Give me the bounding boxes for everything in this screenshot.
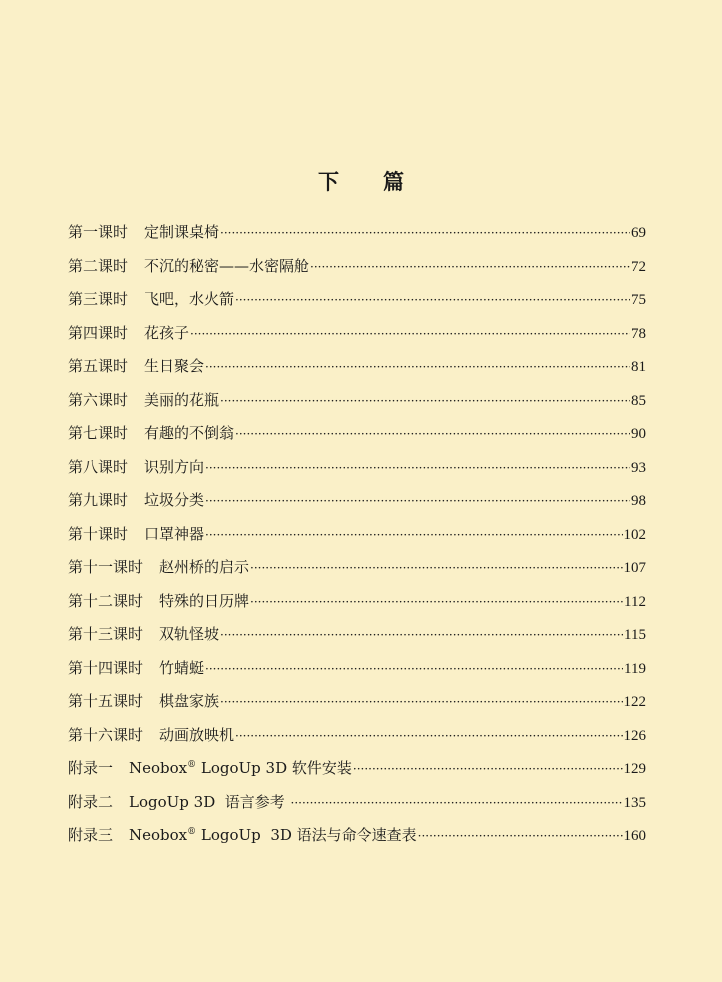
page-number: 72 bbox=[631, 258, 646, 275]
toc-entry[interactable] bbox=[68, 520, 646, 554]
page-number: 115 bbox=[624, 627, 646, 643]
lesson-label: 第一课时 bbox=[68, 223, 129, 241]
appendix-name: Neobox® LogoUp 3D 软件安装 bbox=[129, 759, 352, 777]
toc-entry[interactable] bbox=[68, 654, 646, 688]
lesson-label: 第六课时 bbox=[68, 390, 129, 409]
toc-appendix-entry[interactable] bbox=[68, 821, 646, 855]
leader-dots bbox=[235, 285, 630, 314]
toc-appendix-entry[interactable] bbox=[68, 754, 646, 788]
lesson-name: 竹蜻蜓 bbox=[159, 658, 205, 677]
toc-entry[interactable] bbox=[68, 620, 646, 654]
page-number: 81 bbox=[631, 359, 646, 375]
leader-dots bbox=[235, 721, 622, 750]
page-number: 112 bbox=[624, 593, 646, 610]
page-number: 102 bbox=[623, 526, 646, 543]
lesson-label: 第二课时 bbox=[68, 256, 129, 275]
page-number: 129 bbox=[623, 761, 646, 777]
registered-mark: ® bbox=[187, 760, 197, 770]
lesson-name: 垃圾分类 bbox=[144, 491, 205, 509]
appendix-name: Neobox® LogoUp 3D 语法与命令速查表 bbox=[129, 826, 417, 844]
page-number: 122 bbox=[623, 694, 646, 710]
lesson-label: 第十五课时 bbox=[68, 692, 144, 710]
toc-entry[interactable] bbox=[68, 687, 646, 721]
lesson-name: 美丽的花瓶 bbox=[144, 390, 220, 409]
lesson-label: 第五课时 bbox=[68, 357, 129, 375]
toc-entry[interactable] bbox=[68, 386, 646, 420]
leader-dots bbox=[220, 687, 622, 716]
leader-dots bbox=[291, 788, 623, 817]
page-number: 119 bbox=[624, 660, 646, 677]
leader-dots bbox=[190, 319, 630, 348]
table-of-contents bbox=[68, 218, 646, 855]
leader-dots bbox=[235, 419, 630, 448]
appendix-label: 附录一 bbox=[68, 759, 114, 777]
page-number: 135 bbox=[623, 794, 646, 811]
toc-entry[interactable] bbox=[68, 285, 646, 319]
leader-dots bbox=[250, 587, 623, 616]
lesson-name: 口罩神器 bbox=[144, 524, 205, 543]
page-number: 98 bbox=[631, 493, 646, 509]
lesson-label: 第十六课时 bbox=[68, 725, 144, 744]
lesson-name: 识别方向 bbox=[144, 457, 205, 476]
section-title bbox=[0, 166, 722, 196]
lesson-name: 花孩子 bbox=[144, 323, 190, 342]
toc-entry[interactable] bbox=[68, 587, 646, 621]
toc-entry[interactable] bbox=[68, 453, 646, 487]
lesson-name: 有趣的不倒翁 bbox=[144, 424, 235, 442]
page-number: 90 bbox=[631, 426, 646, 442]
leader-dots bbox=[205, 654, 623, 683]
toc-entry[interactable] bbox=[68, 721, 646, 755]
lesson-name: 飞吧，水火箭 bbox=[144, 290, 235, 308]
toc-entry[interactable] bbox=[68, 419, 646, 453]
toc-entry[interactable] bbox=[68, 486, 646, 520]
registered-mark: ® bbox=[187, 827, 197, 837]
lesson-name: 特殊的日历牌 bbox=[159, 591, 250, 610]
page-number: 69 bbox=[631, 225, 646, 241]
leader-dots bbox=[205, 520, 622, 549]
leader-dots bbox=[220, 218, 630, 247]
lesson-name: 棋盘家族 bbox=[159, 692, 220, 710]
section-title-left: 下 bbox=[318, 169, 339, 194]
appendix-label: 附录三 bbox=[68, 826, 114, 844]
page-number: 93 bbox=[631, 459, 646, 476]
lesson-label: 第十二课时 bbox=[68, 591, 144, 610]
lesson-label: 第四课时 bbox=[68, 323, 129, 342]
appendix-label: 附录二 bbox=[68, 792, 114, 811]
lesson-label: 第十一课时 bbox=[68, 558, 144, 576]
leader-dots bbox=[205, 352, 630, 381]
leader-dots bbox=[353, 754, 623, 783]
toc-entry[interactable] bbox=[68, 252, 646, 286]
page-number: 107 bbox=[623, 560, 646, 576]
lesson-name: 生日聚会 bbox=[144, 357, 205, 375]
leader-dots bbox=[205, 486, 630, 515]
lesson-name: 双轨怪坡 bbox=[159, 625, 220, 643]
leader-dots bbox=[310, 252, 630, 281]
lesson-name: 不沉的秘密——水密隔舱 bbox=[144, 256, 310, 275]
leader-dots bbox=[418, 821, 623, 850]
lesson-label: 第十四课时 bbox=[68, 658, 144, 677]
leader-dots bbox=[220, 620, 623, 649]
lesson-name: 定制课桌椅 bbox=[144, 223, 220, 241]
toc-entry[interactable] bbox=[68, 553, 646, 587]
lesson-label: 第十课时 bbox=[68, 524, 129, 543]
toc-appendix-entry[interactable] bbox=[68, 788, 646, 822]
page-number: 126 bbox=[623, 727, 646, 744]
leader-dots bbox=[205, 453, 630, 482]
lesson-label: 第七课时 bbox=[68, 424, 129, 442]
toc-entry[interactable] bbox=[68, 319, 646, 353]
leader-dots bbox=[250, 553, 622, 582]
page-number: 75 bbox=[631, 292, 646, 308]
page-number: 78 bbox=[631, 325, 646, 342]
leader-dots bbox=[220, 386, 630, 415]
page-number: 85 bbox=[631, 392, 646, 409]
section-title-right: 篇 bbox=[383, 169, 404, 194]
appendix-name: LogoUp 3D 语言参考 bbox=[129, 792, 290, 811]
lesson-name: 动画放映机 bbox=[159, 725, 235, 744]
lesson-name: 赵州桥的启示 bbox=[159, 558, 250, 576]
lesson-label: 第九课时 bbox=[68, 491, 129, 509]
toc-entry[interactable] bbox=[68, 218, 646, 252]
lesson-label: 第十三课时 bbox=[68, 625, 144, 643]
toc-entry[interactable] bbox=[68, 352, 646, 386]
lesson-label: 第八课时 bbox=[68, 457, 129, 476]
page-number: 160 bbox=[623, 828, 646, 844]
lesson-label: 第三课时 bbox=[68, 290, 129, 308]
